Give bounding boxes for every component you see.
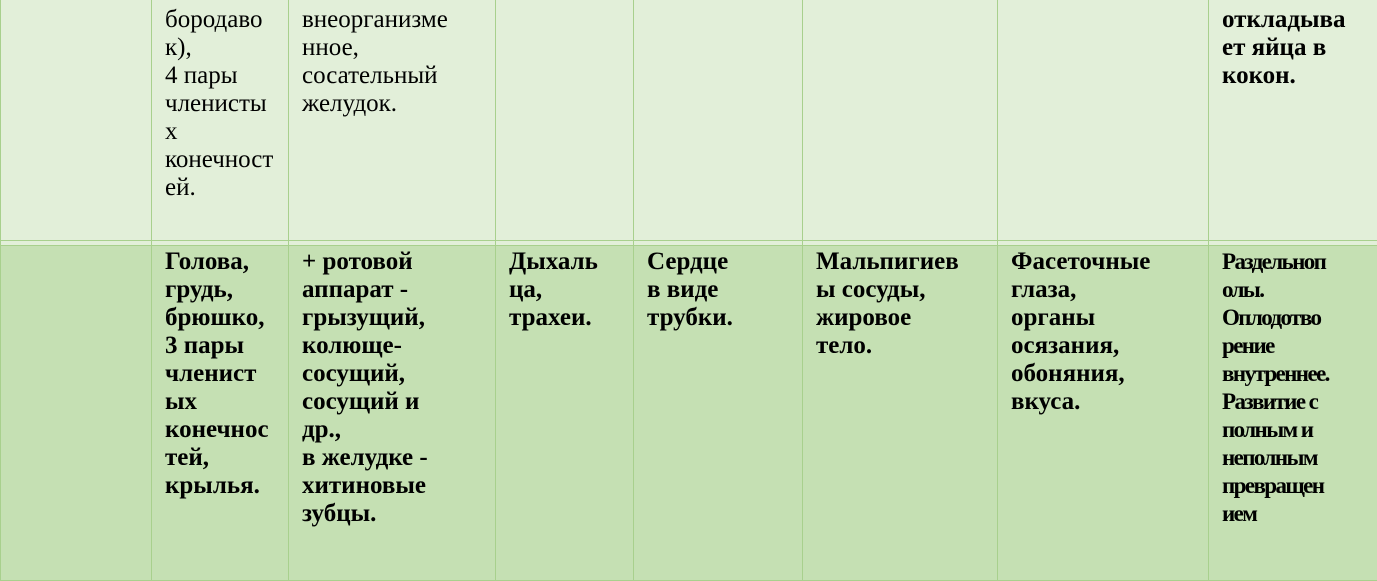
table-cell	[496, 0, 634, 241]
table-cell	[152, 0, 289, 241]
table-cell	[1209, 246, 1377, 581]
cell-text: бородаво к), 4 пары членисты х конечност ей.	[165, 6, 274, 201]
cell-text: + ротовой аппарат - грызущий, колюще- сосущий, сосущий и др., в желудке - хитиновые зубцы.	[302, 248, 428, 527]
cell-text: Голова, грудь, брюшко, 3 пары членист ых конечнос тей, крылья.	[165, 248, 269, 499]
table-row-top	[1, 0, 1377, 241]
table-cell	[1209, 0, 1377, 241]
table-cell	[634, 0, 803, 241]
cell-text: внеорганизме нное, сосательный желудок.	[302, 6, 448, 117]
cell-text: Мальпигиев ы сосуды, жировое тело.	[816, 248, 959, 359]
cell-text: откладыва ет яйца в кокон.	[1222, 6, 1346, 89]
table-cell	[1, 246, 152, 581]
cell-text: Сердце в виде трубки.	[647, 248, 733, 331]
table-cell	[803, 0, 998, 241]
table-row-main	[1, 246, 1377, 581]
table-cell	[634, 246, 803, 581]
cell-text: Фасеточные глаза, органы осязания, обоняния, вкуса.	[1011, 248, 1151, 415]
table-cell	[998, 0, 1209, 241]
table-cell	[496, 246, 634, 581]
table-cell	[803, 246, 998, 581]
table-cell	[998, 246, 1209, 581]
cell-text: Раздельноп олы. Оплодотво рение внутреннее. Развитие с полным и неполным превращен ием	[1222, 249, 1329, 526]
table-cell	[289, 0, 496, 241]
table-cell	[152, 246, 289, 581]
table-cell	[1, 0, 152, 241]
cell-text: Дыхаль ца, трахеи.	[509, 248, 598, 331]
table-cell	[289, 246, 496, 581]
